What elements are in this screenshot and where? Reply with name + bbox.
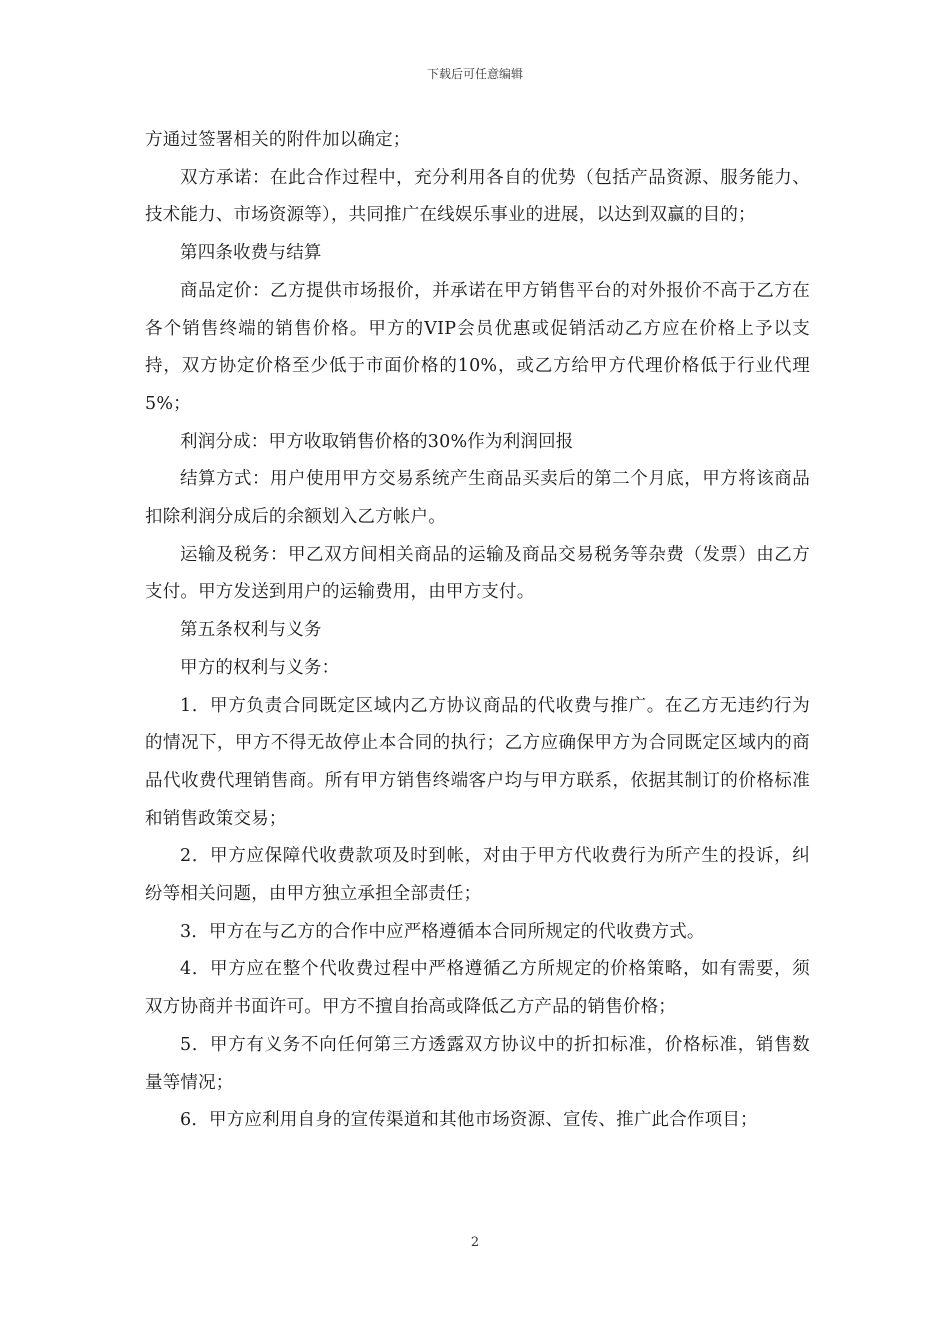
list-item-5: 5．甲方有义务不向任何第三方透露双方协议中的折扣标准，价格标准，销售数量等情况；: [145, 1034, 810, 1093]
page-number: 2: [470, 1235, 480, 1250]
paragraph-profit-sharing: 利润分成：甲方收取销售价格的30%作为利润回报: [180, 431, 574, 452]
paragraph-2: 双方承诺：在此合作过程中，充分利用各自的优势（包括产品资源、服务能力、技术能力、市场资源等），共同推广在线娱乐事业的进展，以达到双赢的目的；: [145, 167, 810, 226]
list-item-4: 4．甲方应在整个代收费过程中严格遵循乙方所规定的价格策略，如有需要，须双方协商并书面许可。甲方不擅自抬高或降低乙方产品的销售价格；: [145, 959, 810, 1018]
subheading-party-a: 甲方的权利与义务：: [180, 657, 340, 678]
paragraph-settlement: 结算方式：用户使用甲方交易系统产生商品买卖后的第二个月底，甲方将该商品扣除利润分成后的余额划入乙方帐户。: [145, 469, 810, 528]
page-header-note: 下载后可任意编辑: [426, 67, 523, 81]
list-item-2: 2．甲方应保障代收费款项及时到帐，对由于甲方代收费行为所产生的投诉，纠纷等相关问题，由甲方独立承担全部责任；: [145, 846, 810, 905]
document-body: [145, 122, 810, 1140]
list-item-3: 3．甲方在与乙方的合作中应严格遵循本合同所规定的代收费方式。: [180, 921, 705, 942]
paragraph-transport-tax: 运输及税务：甲乙双方间相关商品的运输及商品交易税务等杂费（发票）由乙方支付。甲方发送到用户的运输费用，由甲方支付。: [145, 544, 810, 603]
section-heading-article-5: 第五条权利与义务: [180, 620, 322, 641]
paragraph-pricing: 商品定价：乙方提供市场报价，并承诺在甲方销售平台的对外报价不高于乙方在各个销售终端的销售价格。甲方的VIP会员优惠或促销活动乙方应在价格上予以支持，双方协定价格至少低于市面价格的10%，或乙方给甲方代理价格低于行业代理5%；: [145, 280, 810, 414]
list-item-1: 1．甲方负责合同既定区域内乙方协议商品的代收费与推广。在乙方无违约行为的情况下，甲方不得无故停止本合同的执行；乙方应确保甲方为合同既定区域内的商品代收费代理销售商。所有甲方销售终端客户均与甲方联系，依据其制订的价格标准和销售政策交易；: [145, 695, 810, 829]
list-item-6: 6．甲方应利用自身的宣传渠道和其他市场资源、宣传、推广此合作项目；: [180, 1110, 758, 1131]
paragraph-1: 方通过签署相关的附件加以确定；: [145, 130, 411, 150]
section-heading-article-4: 第四条收费与结算: [180, 243, 322, 264]
